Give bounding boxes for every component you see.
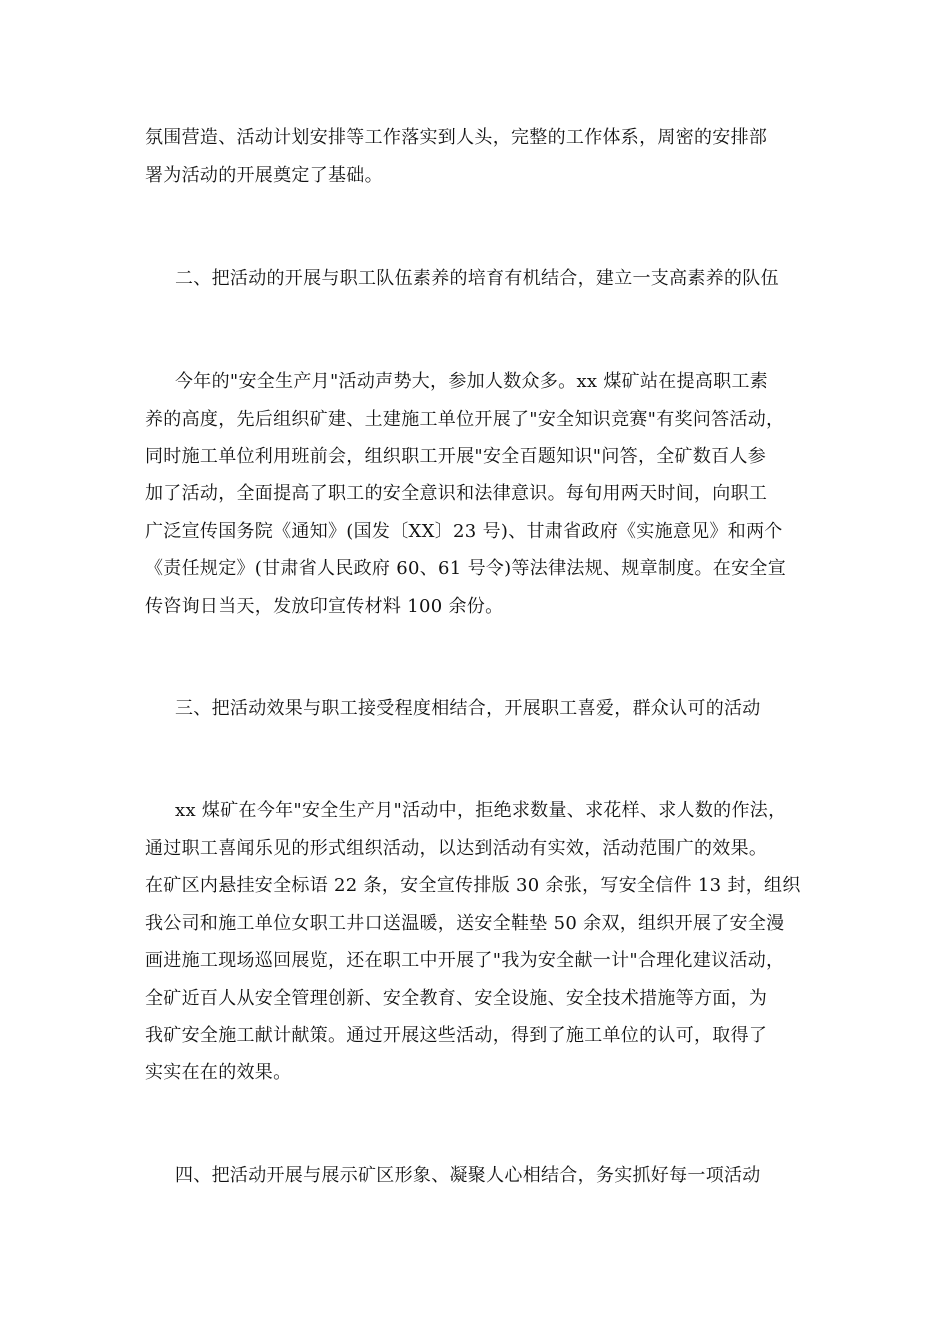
paragraph-2-line-7: 传咨询日当天，发放印宣传材料 100 余份。 bbox=[145, 596, 504, 617]
paragraph-2-line-6: 《责任规定》(甘肃省人民政府 60、61 号令)等法律法规、规章制度。在安全宣 bbox=[145, 558, 786, 579]
paragraph-3-line-7: 我矿安全施工献计献策。通过开展这些活动，得到了施工单位的认可，取得了 bbox=[145, 1025, 768, 1046]
section-heading-3: 三、把活动效果与职工接受程度相结合，开展职工喜爱，群众认可的活动 bbox=[175, 698, 761, 719]
paragraph-3-line-1: xx 煤矿在今年"安全生产月"活动中，拒绝求数量、求花样、求人数的作法， bbox=[175, 800, 787, 821]
paragraph-3-line-6: 全矿近百人从安全管理创新、安全教育、安全设施、安全技术措施等方面，为 bbox=[145, 988, 768, 1009]
paragraph-2-line-4: 加了活动，全面提高了职工的安全意识和法律意识。每旬用两天时间，向职工 bbox=[145, 483, 768, 504]
paragraph-3-line-2: 通过职工喜闻乐见的形式组织活动，以达到活动有实效，活动范围广的效果。 bbox=[145, 838, 768, 859]
paragraph-2-line-2: 养的高度，先后组织矿建、土建施工单位开展了"安全知识竞赛"有奖问答活动， bbox=[145, 409, 785, 430]
paragraph-3-line-4: 我公司和施工单位女职工井口送温暖，送安全鞋垫 50 余双，组织开展了安全漫 bbox=[145, 913, 785, 934]
paragraph-3-line-5: 画进施工现场巡回展览，还在职工中开展了"我为安全献一计"合理化建议活动， bbox=[145, 950, 785, 971]
paragraph-3-line-8: 实实在在的效果。 bbox=[145, 1062, 292, 1083]
paragraph-2-line-5: 广泛宣传国务院《通知》(国发〔XX〕23 号)、甘肃省政府《实施意见》和两个 bbox=[145, 521, 783, 542]
paragraph-3-line-3: 在矿区内悬挂安全标语 22 条，安全宣传排版 30 余张，写安全信件 13 封，组织 bbox=[145, 875, 801, 896]
paragraph-1-line-2: 署为活动的开展奠定了基础。 bbox=[145, 165, 383, 186]
paragraph-1-line-1: 氛围营造、活动计划安排等工作落实到人头，完整的工作体系，周密的安排部 bbox=[145, 127, 768, 148]
section-heading-2: 二、把活动的开展与职工队伍素养的培育有机结合，建立一支高素养的队伍 bbox=[175, 268, 779, 289]
paragraph-2-line-1: 今年的"安全生产月"活动声势大，参加人数众多。xx 煤矿站在提高职工素 bbox=[175, 371, 769, 392]
section-heading-4: 四、把活动开展与展示矿区形象、凝聚人心相结合，务实抓好每一项活动 bbox=[175, 1165, 761, 1186]
paragraph-2-line-3: 同时施工单位利用班前会，组织职工开展"安全百题知识"问答，全矿数百人参 bbox=[145, 446, 767, 467]
